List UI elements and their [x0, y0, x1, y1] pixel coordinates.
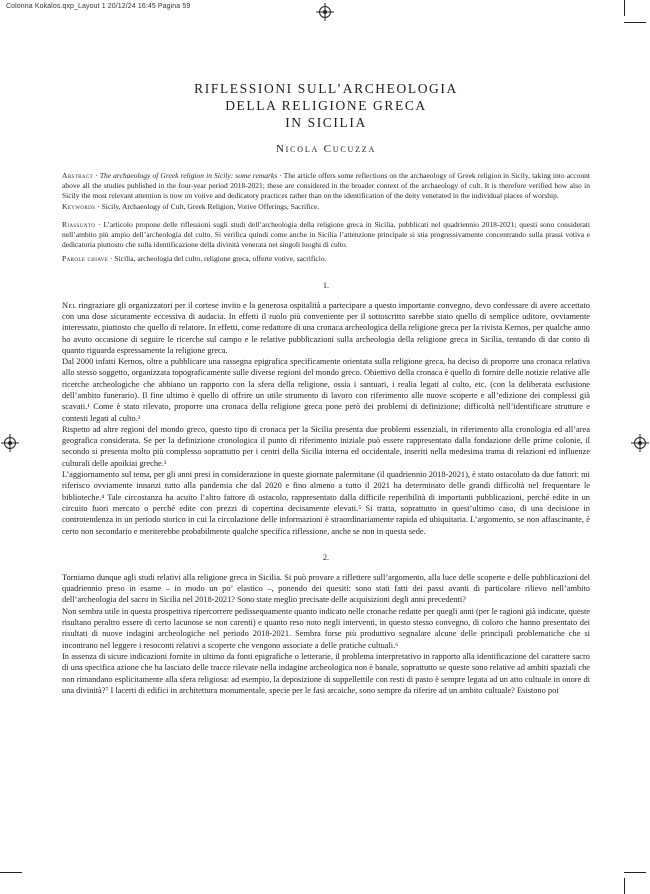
abstract-label: Abstract — [62, 171, 94, 180]
article-title — [62, 80, 590, 131]
article-author: Nicola Cucuzza — [275, 143, 377, 155]
abstract-block — [62, 171, 590, 265]
abstract-english-title: The archaeology of Greek religion in Sicily: some remarks — [99, 171, 278, 180]
title-line-2: DELLA RELIGIONE GRECA — [225, 98, 427, 113]
print-slug: Colonna Kokalos.qxp_Layout 1 20/12/24 16:45 Pagina 59 — [6, 3, 191, 10]
parole-chiave-it — [62, 254, 590, 264]
registration-mark-left-icon — [4, 437, 16, 449]
section-number-2: 2. — [323, 552, 329, 562]
riassunto-it — [62, 220, 590, 251]
section-2-body — [62, 572, 590, 696]
crop-mark-bottom-left — [0, 872, 22, 873]
spacer — [62, 212, 590, 220]
paragraph: Rispetto ad altre regioni del mondo greco, questo tipo di cronaca per la Sicilia presenta due problemi essenziali, in riferimento alla cronologia ed all’area geografica considerata. Se per la definizione cronologica il punto di riferimento iniziale può essere rappresentato dalla fondazione delle prime colonie, il secondo si presenta molto più complesso soprattutto per i centri della Sicilia interna ed occidentale, inseriti nella medesima trama di relazioni ed influenze culturali delle apoikiai greche.³ — [62, 424, 590, 468]
paragraph: In assenza di sicure indicazioni fornite in ultimo da fonti epigrafiche o letterarie, il problema interpretativo in rapporto alla identificazione del carattere sacro di una specifica azione che ha lasciato delle tracce rilevate nella indagine archeologica non è banale, soprattutto se queste sono relative ad ambiti spaziali che non rimandano esplicitamente alla sfera religiosa: ad esempio, la deposizione di suppellettile con resti di pasto è sempre legata ad un atto cultuale in onore di una divinità?⁷ I lacerti di edifici in architettura monumentale, specie per le fasi arcaiche, sono sempre da riferire ad un ambito cultuale? Esistono poi — [62, 651, 590, 695]
riassunto-label: Riassunto — [62, 219, 96, 229]
crop-mark-top-right-v — [624, 0, 625, 16]
title-line-3: IN SICILIA — [285, 115, 367, 130]
paragraph: L’aggiornamento sul tema, per gli anni presi in considerazione in queste giornate palermitane (il quadriennio 2018-2021), è stato ostacolato da due fattori: mi riferisco ovviamente innanzi tutto alla pandemia che dal 2020 e fino almeno a tutto il 2021 ha determinato delle grandi difficoltà nel frequentare le biblioteche.⁴ Tale circostanza ha acuito l’altro fattore di ostacolo, rappresentato dalla difficile reperibilità di importanti pubblicazioni, perché edite in un circuito fuori mercato o perché edite con prezzi di copertina decisamente elevati.⁵ Si tratta, soprattutto in quest’ultimo caso, di una decisione in controtendenza in un periodo storico in cui la circolazione delle informazioni è straordinariamente rapida ed ubiquitaria. L’argomento, se non affascinante, è certo non secondario e meriterebbe probabilmente qualche specifica riflessione, anche se non in questa sede. — [62, 470, 590, 536]
title-line-1: RIFLESSIONI SULL’ARCHEOLOGIA — [194, 81, 458, 96]
keywords-text: · Sicily, Archaeology of Cult, Greek Religion, Votive Offerings, Sacrifice. — [95, 201, 320, 211]
riassunto-text: · L’articolo propone delle riflessioni sugli studi dell’archeologia della religione greca in Sicilia, pubblicati nel quadriennio 2018-2021; questi sono considerati nell’ambito più ampio dell’archeologia del culto. Si verifica quindi come anche in Sicilia l’attenzione principale si stia progressivamente concentrando sulla prassi votiva e dedicatoria piuttosto che sulla identificazione della divinità venerata nei singoli luoghi di culto. — [62, 219, 590, 250]
abstract-sep: · — [93, 171, 100, 180]
paragraph: Torniamo dunque agli studi relativi alla religione greca in Sicilia. Si può provare a riflettere sull’argomento, alla luce delle scoperte e delle pubblicazioni del quadriennio preso in esame – in modo un po’ elastico –, ponendo dei quesiti: sono stati fatti dei passi avanti di particolare rilievo nell’ambito dell’archeologia del sacro in Sicilia nel 2018-2021? Sono state meglio precisate delle acquisizioni degli anni precedenti? — [62, 572, 590, 605]
parole-label: Parole chiave — [62, 254, 109, 264]
section-1-body — [62, 300, 590, 537]
section-number-1: 1. — [323, 280, 329, 290]
abstract-en — [62, 171, 590, 202]
article-page — [62, 72, 590, 696]
abstract-text: · The article offers some reflections on the archaeology of Greek religion in Sicily, taking into account above all the studies published in the four-year period 2018-2021; these are considered in the broader context of the archaeology of cult. It is therefore verified how also in Sicily the most relevant attention is now on votive and dedicatory practices rather than on the identification of the deity venerated in the individual places of worship. — [62, 171, 591, 201]
registration-mark-right-icon — [634, 437, 646, 449]
keywords-en — [62, 202, 590, 212]
crop-mark-top-right — [624, 22, 646, 23]
paragraph: Dal 2000 infatti Kernos, oltre a pubblicare una rassegna epigrafica specificamente orientata sulla religione greca, ha deciso di proporre una cronaca relativa allo stesso soggetto, organizzata topograficamente sulle diverse regioni del mondo greco. Obiettivo della cronaca è quello di fornire delle notizie relative alle ricerche archeologiche che abbiano un rapporto con la sfera della religione, ossia i santuari, i realia legati al culto, etc. (con la deliberata esclusione dell’ambito funerario). Il fine ultimo è quello di offrire un utile strumento di lavoro con riferimento alle nuove scoperte e all’edizione dei complessi già scavati.¹ Come è stato rilevato, proporre una cronaca della religione greca pone però dei problemi di definizione; difficoltà nell’identificare strutture e contesti legati al culto.² — [62, 357, 590, 423]
keywords-label: Keywords — [62, 201, 96, 211]
crop-mark-bottom-right-v — [624, 878, 625, 894]
parole-text: · Sicilia, archeologia del culto, religione greca, offerte votive, sacrificio. — [108, 254, 327, 264]
paragraph-text: ringraziare gli organizzatori per il cortese invito e la generosa ospitalità a partecipare a questo importante convegno, devo confessare di avere accettato con una dose sicuramente eccessiva di audacia. In effetti il ruolo più conveniente per il sottoscritto sarebbe stato quello di semplice uditore, ovviamente interessato, piuttosto che quello di relatore. In effetti, come redattore di una cronaca archeologica della religione greca per la rivista Kernos, per qualche anno ho avuto occasione di seguire le ricerche sul campo e le relative pubblicazioni sulla archeologia della religione greca in Sicilia, tentando di dar conto di quanto riguarda espressamente la religione greca. — [62, 300, 590, 355]
paragraph — [62, 300, 590, 356]
paragraph: Non sembra utile in questa prospettiva ripercorrere pedissequamente quanto indicato nelle cronache redatte per quegli anni (per le ragioni già indicate, queste risultano peraltro essere di certo lacunose se non carenti) e quanto reso noto negli interventi, in questo stesso convegno, di coloro che hanno presentato dei risultati di nuove indagini archeologiche nel periodo 2018-2021. Sembra forse più produttivo segnalare alcune delle principali problematiche che si incontrano nel leggere i resoconti relativi a scoperte che vengono associate a delle pratiche cultuali.⁶ — [62, 606, 590, 650]
registration-mark-top-icon — [319, 6, 331, 18]
opening-smallcaps: Nel — [62, 300, 77, 310]
crop-mark-bottom-right — [624, 872, 646, 873]
